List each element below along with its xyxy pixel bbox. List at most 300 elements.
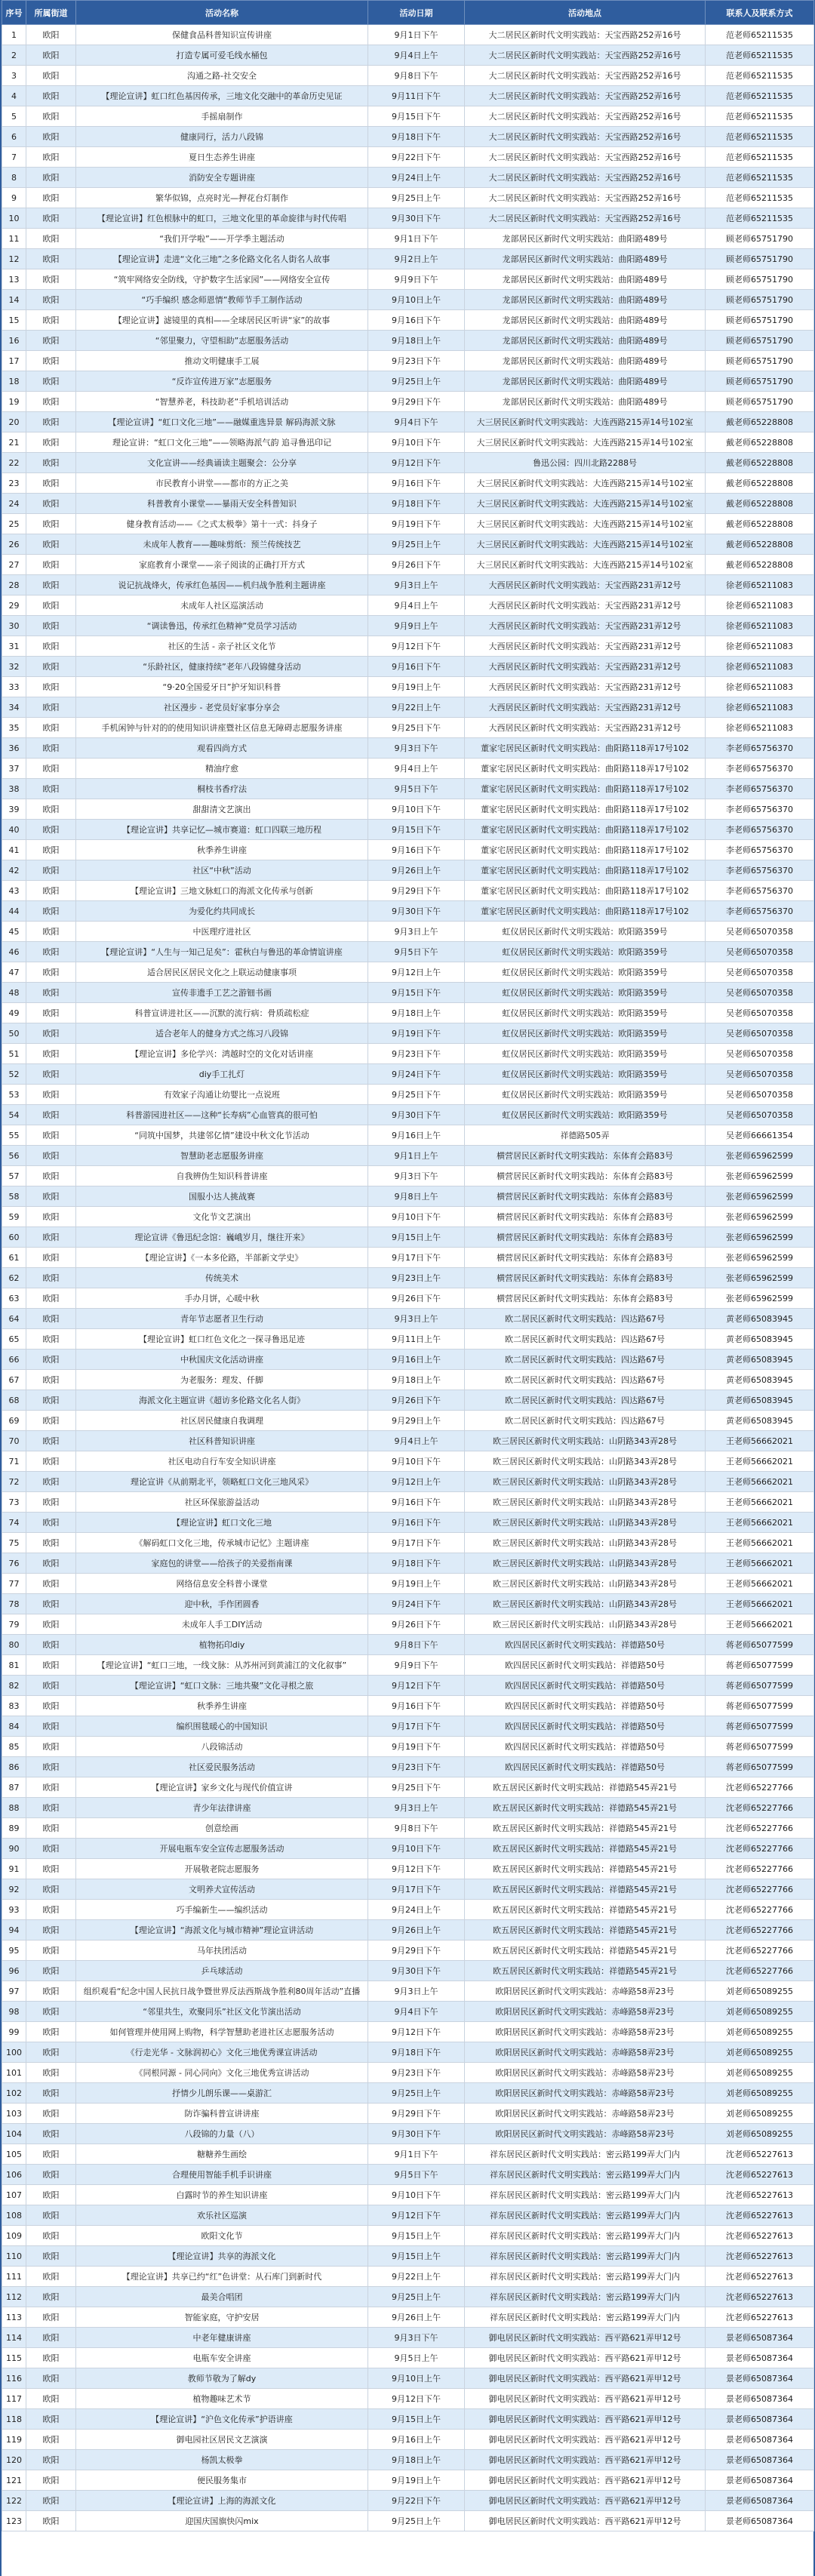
cell-contact: 徐老师65211083 bbox=[706, 677, 814, 697]
cell-contact: 沈老师65227613 bbox=[706, 2144, 814, 2165]
cell-no: 60 bbox=[2, 1227, 26, 1248]
cell-street: 欧阳 bbox=[26, 2491, 76, 2511]
table-row bbox=[2, 66, 814, 86]
cell-contact: 沈老师65227766 bbox=[706, 1859, 814, 1879]
table-row bbox=[2, 575, 814, 596]
cell-street: 欧阳 bbox=[26, 371, 76, 392]
cell-no: 79 bbox=[2, 1614, 26, 1635]
cell-date: 9月25日下午 bbox=[368, 1777, 465, 1798]
cell-name: 【理论宣讲】“人生与一知己足矣”：霍秋白与鲁迅的革命情谊讲座 bbox=[76, 942, 368, 962]
cell-contact: 李老师65756370 bbox=[706, 881, 814, 901]
cell-date: 9月16日下午 bbox=[368, 1696, 465, 1716]
cell-name: 【理论宣讲】共享已约“红”色讲堂：从石库门到新时代 bbox=[76, 2267, 368, 2287]
cell-name: 智慧助老志愿服务讲座 bbox=[76, 1146, 368, 1166]
table-row bbox=[2, 371, 814, 392]
table-row bbox=[2, 1044, 814, 1064]
cell-no: 36 bbox=[2, 738, 26, 759]
table-row bbox=[2, 2368, 814, 2389]
cell-contact: 王老师56662021 bbox=[706, 1553, 814, 1574]
cell-no: 116 bbox=[2, 2368, 26, 2389]
cell-date: 9月16日下午 bbox=[368, 473, 465, 494]
cell-name: 为爱化约共同成长 bbox=[76, 901, 368, 922]
cell-name: 社区漫步 - 老党员好家事分享会 bbox=[76, 697, 368, 718]
cell-date: 9月11日上午 bbox=[368, 1329, 465, 1350]
table-row bbox=[2, 453, 814, 473]
cell-contact: 吴老师65070358 bbox=[706, 983, 814, 1003]
cell-street: 欧阳 bbox=[26, 1961, 76, 1981]
cell-name: “巧手编织 感念师恩情”教师节手工制作活动 bbox=[76, 290, 368, 310]
cell-street: 欧阳 bbox=[26, 2022, 76, 2042]
cell-contact: 黄老师65083945 bbox=[706, 1350, 814, 1370]
cell-date: 9月17日下午 bbox=[368, 1716, 465, 1737]
cell-date: 9月3日上午 bbox=[368, 922, 465, 942]
cell-contact: 徐老师65211083 bbox=[706, 718, 814, 738]
cell-name: 【理论宣讲】共享记忆—城市赛道：虹口四联三地历程 bbox=[76, 820, 368, 840]
cell-date: 9月9日下午 bbox=[368, 1655, 465, 1676]
cell-no: 7 bbox=[2, 147, 26, 168]
activity-table bbox=[2, 0, 814, 2531]
cell-date: 9月26日下午 bbox=[368, 1390, 465, 1411]
cell-no: 35 bbox=[2, 718, 26, 738]
cell-venue: 虹仪居民区新时代文明实践站：欧阳路359号 bbox=[465, 1064, 706, 1085]
cell-street: 欧阳 bbox=[26, 534, 76, 555]
cell-date: 9月18日下午 bbox=[368, 494, 465, 514]
cell-venue: 虹仪居民区新时代文明实践站：欧阳路359号 bbox=[465, 1105, 706, 1125]
cell-name: 迎国庆国旗快闪mix bbox=[76, 2511, 368, 2531]
cell-no: 93 bbox=[2, 1900, 26, 1920]
cell-no: 43 bbox=[2, 881, 26, 901]
cell-no: 1 bbox=[2, 25, 26, 45]
cell-contact: 黄老师65083945 bbox=[706, 1390, 814, 1411]
cell-name: 理论宣讲《从前期北平，领略虹口文化三地风采》 bbox=[76, 1472, 368, 1492]
cell-name: 【理论宣讲】走进“文化三地”之多伦路文化名人街名人故事 bbox=[76, 249, 368, 269]
cell-date: 9月12日下午 bbox=[368, 1859, 465, 1879]
cell-name: 电瓶车安全讲座 bbox=[76, 2348, 368, 2368]
cell-venue: 大西居民区新时代文明实践站：天宝西路231弄12号 bbox=[465, 677, 706, 697]
cell-name: 【理论宣讲】三地文脉虹口的海派文化传承与创新 bbox=[76, 881, 368, 901]
cell-contact: 王老师56662021 bbox=[706, 1472, 814, 1492]
cell-street: 欧阳 bbox=[26, 1920, 76, 1940]
cell-contact: 张老师65962599 bbox=[706, 1146, 814, 1166]
cell-name: 开展敬老院志愿服务 bbox=[76, 1859, 368, 1879]
table-row bbox=[2, 1574, 814, 1594]
cell-no: 122 bbox=[2, 2491, 26, 2511]
cell-date: 9月15日上午 bbox=[368, 2246, 465, 2267]
cell-street: 欧阳 bbox=[26, 2389, 76, 2409]
cell-name: “我们开学啦”——开学季主题活动 bbox=[76, 229, 368, 249]
cell-no: 83 bbox=[2, 1696, 26, 1716]
table-row bbox=[2, 657, 814, 677]
cell-venue: 欧阳居民区新时代文明实践站：赤峰路58弄23号 bbox=[465, 2083, 706, 2104]
cell-venue: 董家宅居民区新时代文明实践站：曲阳路118弄17号102 bbox=[465, 820, 706, 840]
cell-venue: 祥东居民区新时代文明实践站：密云路199弄大门内 bbox=[465, 2165, 706, 2185]
cell-no: 106 bbox=[2, 2165, 26, 2185]
table-row bbox=[2, 2083, 814, 2104]
table-row bbox=[2, 2389, 814, 2409]
cell-name: 科普宣讲进社区——沉默的流行病：骨质疏松症 bbox=[76, 1003, 368, 1023]
cell-date: 9月22日上午 bbox=[368, 2267, 465, 2287]
cell-date: 9月1日上午 bbox=[368, 1146, 465, 1166]
cell-name: “邻里共生，欢聚同乐”社区文化节演出活动 bbox=[76, 2002, 368, 2022]
cell-name: “9·20全国爱牙日”护牙知识科普 bbox=[76, 677, 368, 697]
cell-venue: 欧三居民区新时代文明实践站：山阴路343弄28号 bbox=[465, 1574, 706, 1594]
cell-name: 手机闲钟与针对的的使用知识讲座暨社区信息无障碍志愿服务讲座 bbox=[76, 718, 368, 738]
cell-contact: 戴老师65228808 bbox=[706, 494, 814, 514]
cell-date: 9月15日上午 bbox=[368, 1227, 465, 1248]
cell-street: 欧阳 bbox=[26, 1207, 76, 1227]
cell-no: 82 bbox=[2, 1676, 26, 1696]
cell-no: 34 bbox=[2, 697, 26, 718]
cell-street: 欧阳 bbox=[26, 1839, 76, 1859]
table-row bbox=[2, 2144, 814, 2165]
cell-date: 9月24日下午 bbox=[368, 1064, 465, 1085]
cell-date: 9月29日下午 bbox=[368, 2104, 465, 2124]
cell-name: 科普教育小课堂——暴雨天安全科普知识 bbox=[76, 494, 368, 514]
table-row bbox=[2, 1105, 814, 1125]
cell-contact: 范老师65211535 bbox=[706, 66, 814, 86]
table-row bbox=[2, 106, 814, 127]
cell-contact: 李老师65756370 bbox=[706, 860, 814, 881]
cell-no: 45 bbox=[2, 922, 26, 942]
cell-no: 105 bbox=[2, 2144, 26, 2165]
cell-name: 教师节敬为了解dy bbox=[76, 2368, 368, 2389]
table-row bbox=[2, 962, 814, 983]
cell-date: 9月8日下午 bbox=[368, 1635, 465, 1655]
cell-venue: 御电居民区新时代文明实践站：西平路621弄甲12号 bbox=[465, 2450, 706, 2470]
table-row bbox=[2, 1635, 814, 1655]
cell-no: 90 bbox=[2, 1839, 26, 1859]
cell-street: 欧阳 bbox=[26, 351, 76, 371]
cell-no: 11 bbox=[2, 229, 26, 249]
cell-venue: 董家宅居民区新时代文明实践站：曲阳路118弄17号102 bbox=[465, 799, 706, 820]
cell-name: 青少年法律讲座 bbox=[76, 1798, 368, 1818]
cell-street: 欧阳 bbox=[26, 2328, 76, 2348]
cell-contact: 沈老师65227766 bbox=[706, 1900, 814, 1920]
cell-date: 9月29日下午 bbox=[368, 881, 465, 901]
cell-no: 117 bbox=[2, 2389, 26, 2409]
cell-venue: 御电居民区新时代文明实践站：西平路621弄甲12号 bbox=[465, 2430, 706, 2450]
cell-no: 5 bbox=[2, 106, 26, 127]
cell-street: 欧阳 bbox=[26, 188, 76, 208]
cell-contact: 顾老师65751790 bbox=[706, 371, 814, 392]
table-row bbox=[2, 1533, 814, 1553]
cell-venue: 大西居民区新时代文明实践站：天宝西路231弄12号 bbox=[465, 657, 706, 677]
cell-venue: 虹仪居民区新时代文明实践站：欧阳路359号 bbox=[465, 1003, 706, 1023]
table-row bbox=[2, 2450, 814, 2470]
cell-street: 欧阳 bbox=[26, 1146, 76, 1166]
cell-date: 9月18日下午 bbox=[368, 127, 465, 147]
cell-venue: 欧三居民区新时代文明实践站：山阴路343弄28号 bbox=[465, 1553, 706, 1574]
cell-contact: 李老师65756370 bbox=[706, 759, 814, 779]
cell-street: 欧阳 bbox=[26, 1574, 76, 1594]
cell-no: 51 bbox=[2, 1044, 26, 1064]
cell-name: 中老年健康讲座 bbox=[76, 2328, 368, 2348]
cell-no: 24 bbox=[2, 494, 26, 514]
cell-street: 欧阳 bbox=[26, 1614, 76, 1635]
cell-date: 9月18日下午 bbox=[368, 2042, 465, 2063]
cell-street: 欧阳 bbox=[26, 2307, 76, 2328]
cell-no: 77 bbox=[2, 1574, 26, 1594]
cell-no: 54 bbox=[2, 1105, 26, 1125]
table-row bbox=[2, 1696, 814, 1716]
cell-no: 10 bbox=[2, 208, 26, 229]
table-row bbox=[2, 1472, 814, 1492]
cell-street: 欧阳 bbox=[26, 555, 76, 575]
cell-name: 社区“中秋”活动 bbox=[76, 860, 368, 881]
cell-no: 89 bbox=[2, 1818, 26, 1839]
cell-no: 14 bbox=[2, 290, 26, 310]
cell-venue: 欧四居民区新时代文明实践站：祥德路50号 bbox=[465, 1655, 706, 1676]
cell-venue: 欧四居民区新时代文明实践站：祥德路50号 bbox=[465, 1737, 706, 1757]
cell-contact: 蒋老师65077599 bbox=[706, 1655, 814, 1676]
cell-date: 9月12日上午 bbox=[368, 962, 465, 983]
cell-date: 9月12日下午 bbox=[368, 453, 465, 473]
cell-no: 37 bbox=[2, 759, 26, 779]
cell-name: 《行走光华 - 文脉润初心》文化三地优秀课宣讲活动 bbox=[76, 2042, 368, 2063]
cell-no: 38 bbox=[2, 779, 26, 799]
cell-name: 【理论宣讲】多伦学兴：鸿越时空的文化对话讲座 bbox=[76, 1044, 368, 1064]
table-row bbox=[2, 2287, 814, 2307]
cell-venue: 欧二居民区新时代文明实践站：四达路67号 bbox=[465, 1370, 706, 1390]
cell-contact: 范老师65211535 bbox=[706, 168, 814, 188]
cell-contact: 顾老师65751790 bbox=[706, 351, 814, 371]
cell-no: 73 bbox=[2, 1492, 26, 1513]
cell-no: 21 bbox=[2, 432, 26, 453]
cell-no: 110 bbox=[2, 2246, 26, 2267]
table-row bbox=[2, 2165, 814, 2185]
cell-contact: 徐老师65211083 bbox=[706, 596, 814, 616]
cell-date: 9月9日下午 bbox=[368, 269, 465, 290]
cell-no: 86 bbox=[2, 1757, 26, 1777]
cell-date: 9月10日下午 bbox=[368, 1207, 465, 1227]
table-row bbox=[2, 1940, 814, 1961]
cell-name: 【理论宣讲】“虹口文脉：三地共聚”文化寻根之旅 bbox=[76, 1676, 368, 1696]
table-row bbox=[2, 1288, 814, 1309]
cell-date: 9月19日上午 bbox=[368, 2470, 465, 2491]
cell-contact: 范老师65211535 bbox=[706, 188, 814, 208]
cell-date: 9月4日上午 bbox=[368, 1431, 465, 1451]
cell-contact: 刘老师65089255 bbox=[706, 2063, 814, 2083]
cell-no: 118 bbox=[2, 2409, 26, 2430]
cell-name: 理论宣讲《鲁迅纪念馆：巍峨岁月，继往开来》 bbox=[76, 1227, 368, 1248]
cell-date: 9月3日下午 bbox=[368, 1166, 465, 1186]
table-row bbox=[2, 1981, 814, 2002]
cell-venue: 欧二居民区新时代文明实践站：四达路67号 bbox=[465, 1309, 706, 1329]
cell-contact: 沈老师65227766 bbox=[706, 1940, 814, 1961]
cell-contact: 刘老师65089255 bbox=[706, 1981, 814, 2002]
cell-street: 欧阳 bbox=[26, 1777, 76, 1798]
cell-street: 欧阳 bbox=[26, 2450, 76, 2470]
cell-contact: 景老师65087364 bbox=[706, 2491, 814, 2511]
cell-name: 宣传非遗手工艺之游钿书画 bbox=[76, 983, 368, 1003]
cell-street: 欧阳 bbox=[26, 1451, 76, 1472]
cell-no: 42 bbox=[2, 860, 26, 881]
cell-contact: 吴老师65070358 bbox=[706, 942, 814, 962]
cell-no: 49 bbox=[2, 1003, 26, 1023]
cell-contact: 景老师65087364 bbox=[706, 2368, 814, 2389]
cell-no: 4 bbox=[2, 86, 26, 106]
cell-date: 9月3日上午 bbox=[368, 1798, 465, 1818]
cell-street: 欧阳 bbox=[26, 2246, 76, 2267]
table-row bbox=[2, 310, 814, 331]
cell-venue: 欧二居民区新时代文明实践站：四达路67号 bbox=[465, 1350, 706, 1370]
cell-venue: 大二居民区新时代文明实践站：天宝西路252弄16号 bbox=[465, 208, 706, 229]
cell-venue: 欧阳居民区新时代文明实践站：赤峰路58弄23号 bbox=[465, 2104, 706, 2124]
cell-date: 9月29日下午 bbox=[368, 392, 465, 412]
cell-street: 欧阳 bbox=[26, 1737, 76, 1757]
table-row bbox=[2, 555, 814, 575]
cell-date: 9月26日下午 bbox=[368, 1614, 465, 1635]
cell-venue: 大三居民区新时代文明实践站：大连西路215弄14号102室 bbox=[465, 514, 706, 534]
table-row bbox=[2, 1248, 814, 1268]
cell-contact: 沈老师65227766 bbox=[706, 1798, 814, 1818]
cell-contact: 吴老师65070358 bbox=[706, 962, 814, 983]
cell-street: 欧阳 bbox=[26, 2267, 76, 2287]
table-row bbox=[2, 1431, 814, 1451]
cell-venue: 大二居民区新时代文明实践站：天宝西路252弄16号 bbox=[465, 25, 706, 45]
cell-name: 【理论宣讲】共享的海派文化 bbox=[76, 2246, 368, 2267]
cell-street: 欧阳 bbox=[26, 86, 76, 106]
table-row bbox=[2, 2022, 814, 2042]
cell-name: 沟通之路-社交安全 bbox=[76, 66, 368, 86]
cell-venue: 欧阳居民区新时代文明实践站：赤峰路58弄23号 bbox=[465, 2042, 706, 2063]
cell-date: 9月19日下午 bbox=[368, 1023, 465, 1044]
cell-venue: 大三居民区新时代文明实践站：大连西路215弄14号102室 bbox=[465, 432, 706, 453]
cell-contact: 沈老师65227766 bbox=[706, 1920, 814, 1940]
cell-venue: 欧四居民区新时代文明实践站：祥德路50号 bbox=[465, 1676, 706, 1696]
cell-contact: 吴老师65070358 bbox=[706, 1023, 814, 1044]
cell-contact: 顾老师65751790 bbox=[706, 290, 814, 310]
cell-no: 109 bbox=[2, 2226, 26, 2246]
table-row bbox=[2, 208, 814, 229]
cell-venue: 欧三居民区新时代文明实践站：山阴路343弄28号 bbox=[465, 1614, 706, 1635]
table-row bbox=[2, 269, 814, 290]
cell-street: 欧阳 bbox=[26, 657, 76, 677]
cell-name: 消防安全专题讲座 bbox=[76, 168, 368, 188]
cell-contact: 沈老师65227766 bbox=[706, 1839, 814, 1859]
cell-street: 欧阳 bbox=[26, 1492, 76, 1513]
cell-no: 48 bbox=[2, 983, 26, 1003]
cell-no: 102 bbox=[2, 2083, 26, 2104]
cell-date: 9月5日下午 bbox=[368, 779, 465, 799]
cell-street: 欧阳 bbox=[26, 962, 76, 983]
cell-no: 104 bbox=[2, 2124, 26, 2144]
cell-date: 9月17日下午 bbox=[368, 1879, 465, 1900]
cell-no: 15 bbox=[2, 310, 26, 331]
cell-date: 9月25日上午 bbox=[368, 2511, 465, 2531]
table-row bbox=[2, 1594, 814, 1614]
cell-contact: 王老师56662021 bbox=[706, 1614, 814, 1635]
cell-name: 青年节志愿者卫生行动 bbox=[76, 1309, 368, 1329]
cell-contact: 蒋老师65077599 bbox=[706, 1737, 814, 1757]
cell-date: 9月8日下午 bbox=[368, 1818, 465, 1839]
table-row bbox=[2, 1064, 814, 1085]
cell-contact: 顾老师65751790 bbox=[706, 269, 814, 290]
cell-venue: 大三居民区新时代文明实践站：大连西路215弄14号102室 bbox=[465, 412, 706, 432]
cell-name: 八段锦的力量（八） bbox=[76, 2124, 368, 2144]
table-row bbox=[2, 290, 814, 310]
cell-no: 46 bbox=[2, 942, 26, 962]
cell-street: 欧阳 bbox=[26, 1676, 76, 1696]
table-row bbox=[2, 2348, 814, 2368]
cell-name: 适合居民区居民文化之上联运动健康事项 bbox=[76, 962, 368, 983]
cell-date: 9月25日上午 bbox=[368, 2083, 465, 2104]
cell-venue: 横营居民区新时代文明实践站：东体育会路83号 bbox=[465, 1207, 706, 1227]
cell-street: 欧阳 bbox=[26, 1655, 76, 1676]
cell-venue: 董家宅居民区新时代文明实践站：曲阳路118弄17号102 bbox=[465, 738, 706, 759]
table-row bbox=[2, 45, 814, 66]
cell-date: 9月16日下午 bbox=[368, 657, 465, 677]
cell-no: 113 bbox=[2, 2307, 26, 2328]
cell-contact: 黄老师65083945 bbox=[706, 1329, 814, 1350]
cell-venue: 欧二居民区新时代文明实践站：四达路67号 bbox=[465, 1329, 706, 1350]
cell-venue: 欧五居民区新时代文明实践站：祥德路545弄21号 bbox=[465, 1961, 706, 1981]
cell-name: 夏日生态养生讲座 bbox=[76, 147, 368, 168]
cell-contact: 蒋老师65077599 bbox=[706, 1635, 814, 1655]
cell-date: 9月10日上午 bbox=[368, 290, 465, 310]
cell-venue: 龙部居民区新时代文明实践站：曲阳路489号 bbox=[465, 249, 706, 269]
cell-no: 70 bbox=[2, 1431, 26, 1451]
cell-venue: 龙部居民区新时代文明实践站：曲阳路489号 bbox=[465, 310, 706, 331]
cell-date: 9月30日下午 bbox=[368, 208, 465, 229]
cell-date: 9月18日下午 bbox=[368, 1553, 465, 1574]
cell-no: 123 bbox=[2, 2511, 26, 2531]
cell-date: 9月3日上午 bbox=[368, 1981, 465, 2002]
cell-name: 开展电瓶车安全宣传志愿服务活动 bbox=[76, 1839, 368, 1859]
cell-contact: 王老师56662021 bbox=[706, 1533, 814, 1553]
cell-venue: 欧四居民区新时代文明实践站：祥德路50号 bbox=[465, 1716, 706, 1737]
cell-date: 9月15日下午 bbox=[368, 983, 465, 1003]
cell-date: 9月25日下午 bbox=[368, 718, 465, 738]
cell-date: 9月10日下午 bbox=[368, 799, 465, 820]
cell-date: 9月25日上午 bbox=[368, 534, 465, 555]
cell-name: 说记抗战烽火，传承红色基因——机归战争胜利主题讲座 bbox=[76, 575, 368, 596]
table-row bbox=[2, 1166, 814, 1186]
table-row bbox=[2, 2511, 814, 2531]
cell-name: 巧手编新生——编织活动 bbox=[76, 1900, 368, 1920]
cell-name: “筑牢网络安全防线，守护数字生活家园”——网络安全宣传 bbox=[76, 269, 368, 290]
cell-name: “同筑中国梦，共建邻亿情”建设中秋文化节活动 bbox=[76, 1125, 368, 1146]
cell-street: 欧阳 bbox=[26, 66, 76, 86]
cell-contact: 范老师65211535 bbox=[706, 127, 814, 147]
cell-contact: 景老师65087364 bbox=[706, 2511, 814, 2531]
cell-street: 欧阳 bbox=[26, 494, 76, 514]
cell-venue: 欧五居民区新时代文明实践站：祥德路545弄21号 bbox=[465, 1818, 706, 1839]
cell-no: 100 bbox=[2, 2042, 26, 2063]
cell-no: 98 bbox=[2, 2002, 26, 2022]
table-row bbox=[2, 2185, 814, 2205]
cell-street: 欧阳 bbox=[26, 2083, 76, 2104]
table-row bbox=[2, 1227, 814, 1248]
cell-date: 9月3日上午 bbox=[368, 575, 465, 596]
cell-contact: 沈老师65227613 bbox=[706, 2246, 814, 2267]
cell-date: 9月1日下午 bbox=[368, 25, 465, 45]
cell-contact: 吴老师66661354 bbox=[706, 1125, 814, 1146]
cell-no: 68 bbox=[2, 1390, 26, 1411]
cell-street: 欧阳 bbox=[26, 1350, 76, 1370]
cell-no: 88 bbox=[2, 1798, 26, 1818]
table-row bbox=[2, 473, 814, 494]
cell-street: 欧阳 bbox=[26, 922, 76, 942]
cell-contact: 吴老师65070358 bbox=[706, 1105, 814, 1125]
cell-contact: 李老师65756370 bbox=[706, 840, 814, 860]
cell-street: 欧阳 bbox=[26, 1125, 76, 1146]
cell-name: 【理论宣讲】红色根脉中的虹口，三地文化里的革命旋律与时代传唱 bbox=[76, 208, 368, 229]
cell-date: 9月16日上午 bbox=[368, 2430, 465, 2450]
cell-street: 欧阳 bbox=[26, 1288, 76, 1309]
cell-venue: 大二居民区新时代文明实践站：天宝西路252弄16号 bbox=[465, 66, 706, 86]
cell-street: 欧阳 bbox=[26, 2124, 76, 2144]
